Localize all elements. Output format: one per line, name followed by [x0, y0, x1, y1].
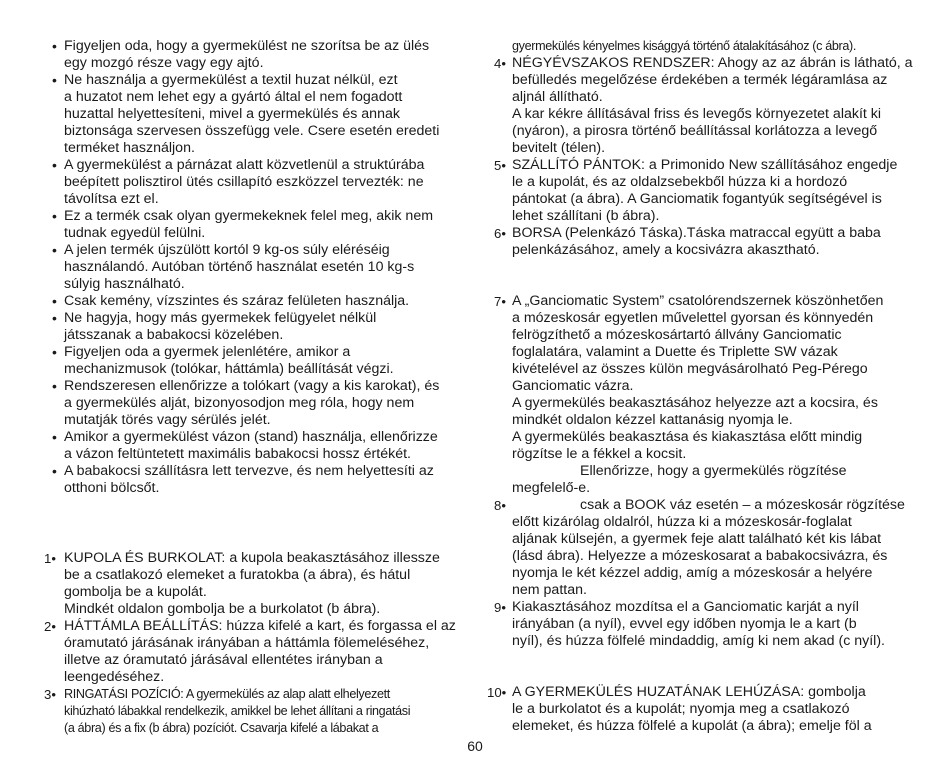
bullet-dot: • — [52, 310, 57, 326]
step-text: BORSA (Pelenkázó Táska).Táska matraccal együtt a baba — [512, 225, 881, 241]
warning-text: Csak kemény, vízszintes és száraz felületen használja. — [64, 293, 410, 309]
warning-text: terméket használjon. — [64, 140, 195, 156]
warning-text: tudnak egyedül felülni. — [64, 225, 206, 241]
warning-text: távolítsa ezt el. — [64, 191, 159, 207]
bullet-dot: • — [52, 463, 57, 479]
warning-text: a gyermekülés alját, bizonyosodjon meg róla, hogy nem — [64, 395, 415, 411]
step-text: mindkét oldalon kézzel kattanásig nyomja le. — [512, 412, 793, 428]
step-text: előtt kizárólag oldalról, húzza ki a mózeskosár-foglalat — [512, 514, 852, 530]
step-text: felrögzíthető a mózeskosártartó állvány Ganciomatic — [512, 327, 842, 343]
step-text: foglalatára, valamint a Duette és Triplette SW vázak — [512, 344, 838, 360]
step-text: NÉGYÉVSZAKOS RENDSZER: Ahogy az az ábrán is látható, a — [512, 55, 913, 71]
warning-text: a huzatot nem lehet egy a gyártó által el nem fogadott — [64, 89, 403, 105]
step-text: kivételével az összes külön megvásárolható Peg-Pérego — [512, 361, 868, 377]
step-text: gombolja be a kupolát. — [64, 584, 207, 600]
warning-text: Figyeljen oda a gyermek jelenlétére, amikor a — [64, 344, 351, 360]
step-text: A gyermekülés beakasztása és kiakasztása előtt mindig — [512, 429, 863, 445]
warning-text: használandó. Autóban történő használat esetén 10 kg-s — [64, 259, 415, 275]
step-number: 5• — [494, 158, 506, 173]
warning-text: Ne hagyja, hogy más gyermekek felügyelet nélkül — [64, 310, 377, 326]
warning-text: egy mozgó része vagy egy ajtó. — [64, 55, 264, 71]
bullet-dot: • — [52, 242, 57, 258]
step-text: HÁTTÁMLA BEÁLLÍTÁS: húzza kifelé a kart, és forgassa el az — [64, 618, 456, 634]
warning-text: huzattal helyettesíteni, mivel a gyermekülés és annak — [64, 106, 400, 122]
page-number: 60 — [467, 738, 483, 754]
step-text: (a ábra) és a fix (b ábra) pozíciót. Csavarja kifelé a lábakat a — [64, 721, 379, 735]
step-text: (lásd ábra). Helyezze a mózeskosarat a babakocsivázra, és — [512, 548, 888, 564]
step-text: Kiakasztásához mozdítsa el a Ganciomatic karját a nyíl — [512, 599, 859, 615]
bullet-dot: • — [52, 208, 57, 224]
step-text: Ganciomatic vázra. — [512, 378, 634, 394]
step-text: nyomja le két kézzel addig, amíg a mózeskosár a helyére — [512, 565, 873, 581]
step-text: kihúzható lábakkal rendelkezik, amikkel be lehet állítani a ringatási — [64, 704, 411, 718]
warning-text: a vázon feltüntetett maximális babakocsi hossz értékét. — [64, 446, 411, 462]
step-number: 7• — [494, 294, 506, 309]
step-text: A gyermekülés beakasztásához helyezze azt a kocsira, és — [512, 395, 878, 411]
step-text: pántokat (a ábra). A Ganciomatik fogantyúk segítségével is — [512, 191, 882, 207]
step-text: le a burkolatot és a kupolát; nyomja meg a csatlakozó — [512, 701, 850, 717]
step-text: illetve az óramutató járásával ellentétes irányban a — [64, 652, 383, 668]
step-text: rögzítse le a fékkel a kocsit. — [512, 446, 687, 462]
warning-text: játsszanak a babakocsi közelében. — [64, 327, 284, 343]
step-text: irányában (a nyíl), evvel egy időben nyomja le a kart (b — [512, 616, 857, 632]
step-text: KUPOLA ÉS BURKOLAT: a kupola beakasztásához illessze — [64, 550, 440, 566]
bullet-dot: • — [52, 157, 57, 173]
step-text: (nyáron), a pirosra történő beállítással korlátozza a levegő — [512, 123, 878, 139]
bullet-dot: • — [52, 344, 57, 360]
warning-text: A gyermekülést a párnázat alatt közvetlenül a struktúrába — [64, 157, 425, 173]
step-text: óramutató járásának irányában a háttámla fölemeléséhez, — [64, 635, 430, 651]
step-text: nem pattan. — [512, 582, 587, 598]
step-number: 2• — [44, 619, 56, 634]
step-number: 9• — [494, 600, 506, 615]
warning-text: A jelen termék újszülött kortól 9 kg-os súly eléréséig — [64, 242, 390, 258]
bullet-dot: • — [52, 72, 57, 88]
step-text: megfelelő-e. — [512, 480, 591, 496]
bullet-dot: • — [52, 38, 57, 54]
warning-text: beépített polisztirol ütés csillapító eszközzel tervezték: ne — [64, 174, 424, 190]
warning-text: Amikor a gyermekülést vázon (stand) használja, ellenőrizze — [64, 429, 438, 445]
step-number: 4• — [494, 56, 506, 71]
step-text: a mózeskosár egyetlen művelettel gyorsan és könnyedén — [512, 310, 874, 326]
step-text: csak a BOOK váz esetén – a mózeskosár rögzítése — [580, 497, 905, 513]
step-number: 8• — [494, 498, 506, 513]
warning-text: mutatják törés vagy sérülés jelét. — [64, 412, 271, 428]
warning-text: mechanizmusok (tolókar, háttámla) beállítását végzi. — [64, 361, 394, 377]
step-number: 3• — [44, 687, 56, 702]
warning-text: Ne használja a gyermekülést a textil huzat nélkül, ezt — [64, 72, 398, 88]
step-number: 6• — [494, 226, 506, 241]
step-text: SZÁLLÍTÓ PÁNTOK: a Primonido New szállításához engedje — [512, 157, 898, 173]
warning-text: A babakocsi szállításra lett tervezve, és nem helyettesíti az — [64, 463, 434, 479]
warning-text: Ez a termék csak olyan gyermekeknek felel meg, akik nem — [64, 208, 434, 224]
step-text: Mindkét oldalon gombolja be a burkolatot (b ábra). — [64, 601, 381, 617]
step-text: A „Ganciomatic System” csatolórendszernek köszönhetően — [512, 293, 884, 309]
step-number: 10• — [487, 685, 507, 700]
step-text: nyíl), és húzza fölfelé mindaddig, amíg ki nem akad (c nyíl). — [512, 633, 885, 649]
bullet-dot: • — [52, 293, 57, 309]
bullet-dot: • — [52, 378, 57, 394]
step-text: lehet szállítani (b ábra). — [512, 208, 660, 224]
warning-text: Rendszeresen ellenőrizze a tolókart (vagy a kis karokat), és — [64, 378, 440, 394]
step-text: RINGATÁSI POZÍCIÓ: A gyermekülés az alap alatt elhelyezett — [64, 687, 390, 701]
step-text: aljának külsején, a gyermek feje alatt található két kis lábat — [512, 531, 882, 547]
step-text: elemeket, és húzza fölfelé a kupolát (a ábra); emelje föl a — [512, 718, 872, 734]
step-text: bevitelt (télen). — [512, 140, 606, 156]
step-text: A GYERMEKÜLÉS HUZATÁNAK LEHÚZÁSA: gombolja — [512, 684, 866, 700]
warning-text: súlyig használható. — [64, 276, 185, 292]
warning-text: otthoni bölcsőt. — [64, 480, 160, 496]
step-text: befülledés megelőzése érdekében a termék légáramlása az — [512, 72, 888, 88]
continuation-text: gyermekülés kényelmes kisággyá történő átalakításához (c ábra). — [512, 39, 857, 53]
step-text: le a kupolát, és az oldalzsebekből húzza ki a hordozó — [512, 174, 848, 190]
warning-text: biztonsága szervesen összefügg vele. Csere esetén eredeti — [64, 123, 440, 139]
step-text: A kar kékre állításával friss és levegős környezetet alakít ki — [512, 106, 882, 122]
step-number: 1• — [44, 551, 56, 566]
step-text: leengedéséhez. — [64, 669, 165, 685]
bullet-dot: • — [52, 429, 57, 445]
step-text: Ellenőrizze, hogy a gyermekülés rögzítése — [580, 463, 847, 479]
step-text: aljnál állítható. — [512, 89, 603, 105]
step-text: be a csatlakozó elemeket a furatokba (a ábra), és hátul — [64, 567, 411, 583]
warning-text: Figyeljen oda, hogy a gyermekülést ne szorítsa be az ülés — [64, 38, 430, 54]
step-text: pelenkázásához, amely a kocsivázra akasztható. — [512, 242, 820, 258]
